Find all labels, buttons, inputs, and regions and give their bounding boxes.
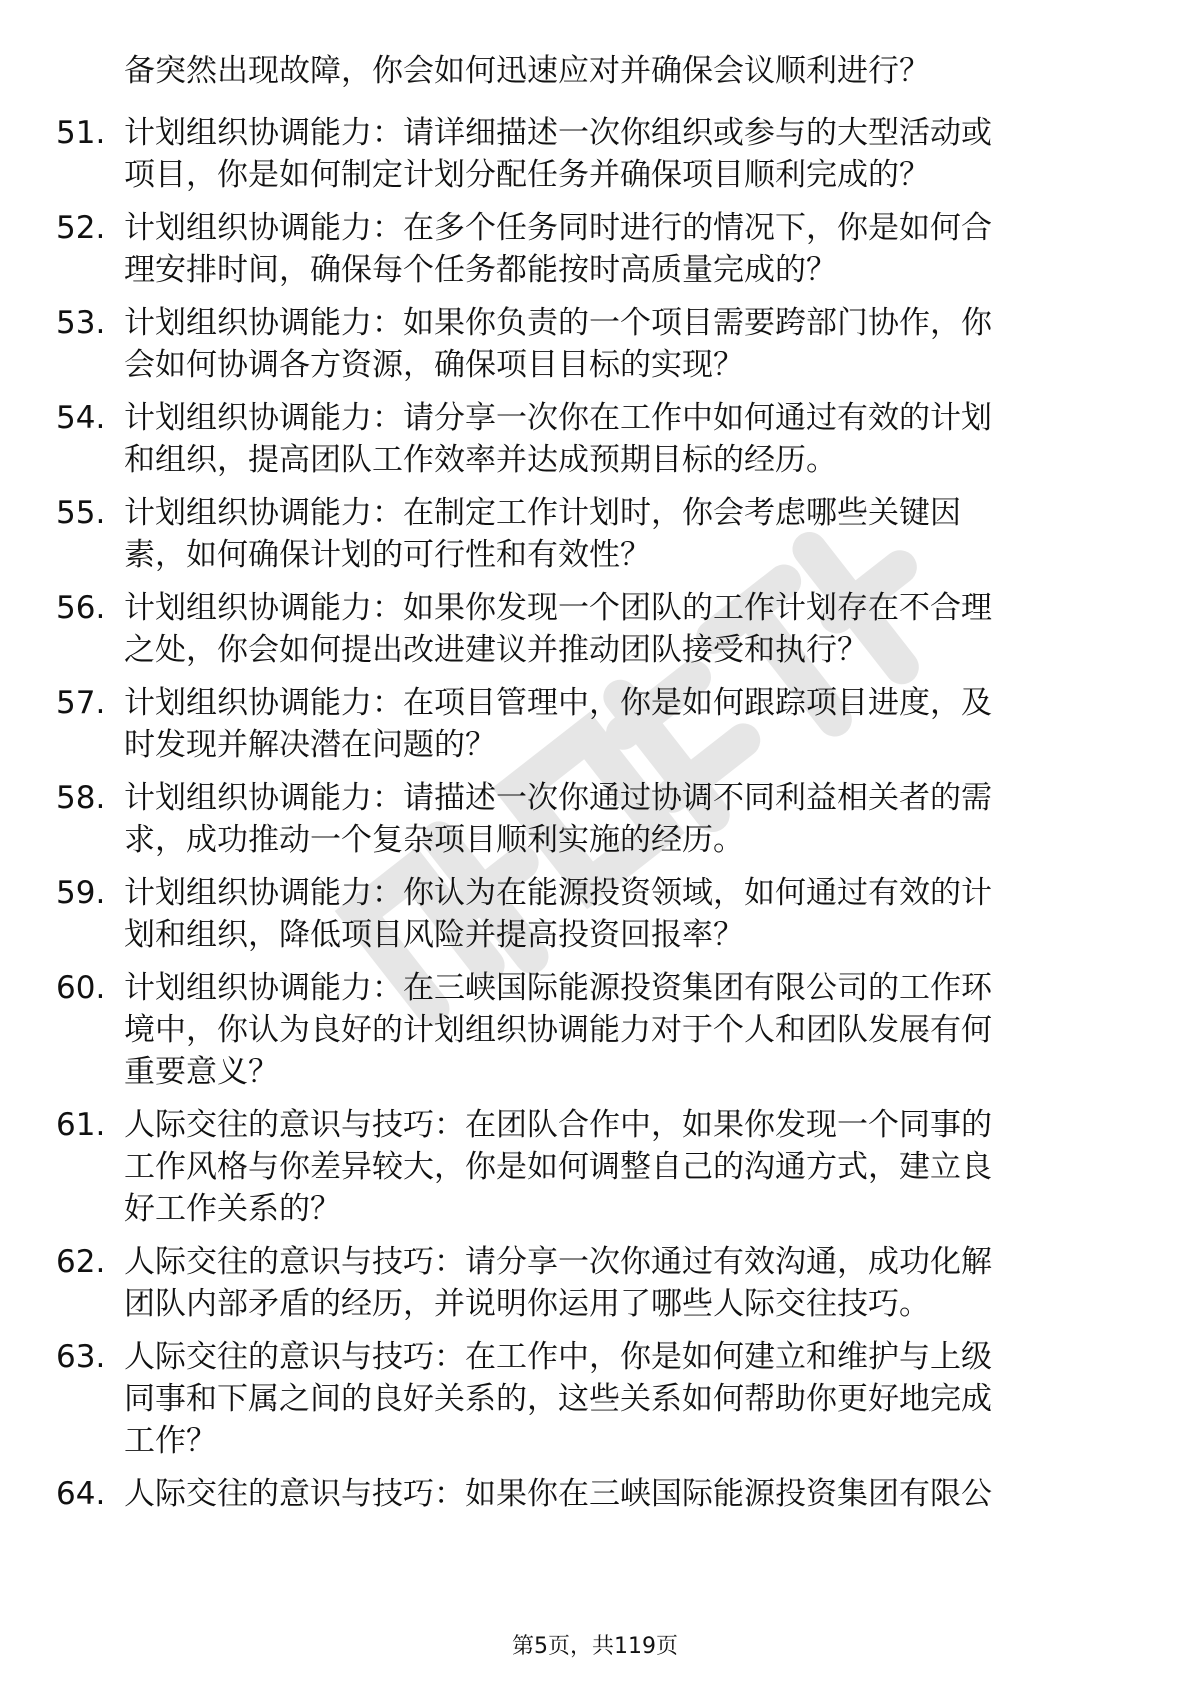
question-text-line: 素，如何确保计划的可行性和有效性？	[124, 537, 651, 573]
question-text	[124, 1473, 1124, 1515]
question-number: 52.	[56, 210, 106, 246]
page-footer: 第5页，共119页	[512, 1634, 678, 1659]
question-text-line: 人际交往的意识与技巧：在团队合作中，如果你发现一个同事的	[124, 1107, 992, 1143]
question-text-line: 计划组织协调能力：请详细描述一次你组织或参与的大型活动或	[124, 115, 992, 151]
question-text	[124, 777, 1124, 861]
question-text-line: 重要意义？	[124, 1054, 279, 1090]
question-text-line: 境中，你认为良好的计划组织协调能力对于个人和团队发展有何	[124, 1012, 992, 1048]
question-number: 55.	[56, 495, 106, 531]
question-text-line: 项目，你是如何制定计划分配任务并确保项目顺利完成的？	[124, 157, 930, 193]
question-text-line: 好工作关系的？	[124, 1191, 341, 1227]
question-text	[124, 587, 1124, 671]
question-text	[124, 397, 1124, 481]
continuation-line: 备突然出现故障，你会如何迅速应对并确保会议顺利进行？	[124, 53, 930, 89]
question-text	[124, 682, 1124, 766]
question-text-line: 计划组织协调能力：你认为在能源投资领域，如何通过有效的计	[124, 875, 992, 911]
question-text-line: 计划组织协调能力：在制定工作计划时，你会考虑哪些关键因	[124, 495, 961, 531]
question-text-line: 和组织，提高团队工作效率并达成预期目标的经历。	[124, 442, 837, 478]
question-text-line: 工作风格与你差异较大，你是如何调整自己的沟通方式，建立良	[124, 1149, 992, 1185]
question-text-line: 划和组织，降低项目风险并提高投资回报率？	[124, 917, 744, 953]
question-number: 57.	[56, 685, 106, 721]
question-text-line: 计划组织协调能力：如果你负责的一个项目需要跨部门协作，你	[124, 305, 992, 341]
question-text	[124, 967, 1124, 1093]
question-text-line: 计划组织协调能力：如果你发现一个团队的工作计划存在不合理	[124, 590, 992, 626]
question-number: 59.	[56, 875, 106, 911]
question-text-line: 同事和下属之间的良好关系的，这些关系如何帮助你更好地完成	[124, 1381, 992, 1417]
question-text-line: 之处，你会如何提出改进建议并推动团队接受和执行？	[124, 632, 868, 668]
question-text	[124, 872, 1124, 956]
question-text-line: 计划组织协调能力：在多个任务同时进行的情况下，你是如何合	[124, 210, 992, 246]
question-text-line: 求，成功推动一个复杂项目顺利实施的经历。	[124, 822, 744, 858]
question-text-line: 时发现并解决潜在问题的？	[124, 727, 496, 763]
question-text-line: 计划组织协调能力：请分享一次你在工作中如何通过有效的计划	[124, 400, 992, 436]
question-text	[124, 1241, 1124, 1325]
question-number: 64.	[56, 1476, 106, 1512]
question-number: 62.	[56, 1244, 106, 1280]
question-text-line: 理安排时间，确保每个任务都能按时高质量完成的？	[124, 252, 837, 288]
question-text-line: 人际交往的意识与技巧：在工作中，你是如何建立和维护与上级	[124, 1339, 992, 1375]
question-text	[124, 492, 1124, 576]
question-number: 60.	[56, 970, 106, 1006]
question-text	[124, 302, 1124, 386]
question-text-line: 计划组织协调能力：请描述一次你通过协调不同利益相关者的需	[124, 780, 992, 816]
question-text-line: 计划组织协调能力：在三峡国际能源投资集团有限公司的工作环	[124, 970, 992, 1006]
question-text	[124, 207, 1124, 291]
question-text	[124, 112, 1124, 196]
question-text-line: 团队内部矛盾的经历，并说明你运用了哪些人际交往技巧。	[124, 1286, 930, 1322]
question-number: 58.	[56, 780, 106, 816]
question-number: 54.	[56, 400, 106, 436]
question-number: 63.	[56, 1339, 106, 1375]
question-text	[124, 1104, 1124, 1230]
question-number: 51.	[56, 115, 106, 151]
question-text-line: 会如何协调各方资源，确保项目目标的实现？	[124, 347, 744, 383]
question-number: 56.	[56, 590, 106, 626]
question-text	[124, 1336, 1124, 1462]
question-text-line: 人际交往的意识与技巧：如果你在三峡国际能源投资集团有限公	[124, 1476, 992, 1512]
question-text-line: 工作？	[124, 1423, 217, 1459]
question-text-line: 计划组织协调能力：在项目管理中，你是如何跟踪项目进度，及	[124, 685, 992, 721]
question-number: 53.	[56, 305, 106, 341]
question-number: 61.	[56, 1107, 106, 1143]
question-text-line: 人际交往的意识与技巧：请分享一次你通过有效沟通，成功化解	[124, 1244, 992, 1280]
